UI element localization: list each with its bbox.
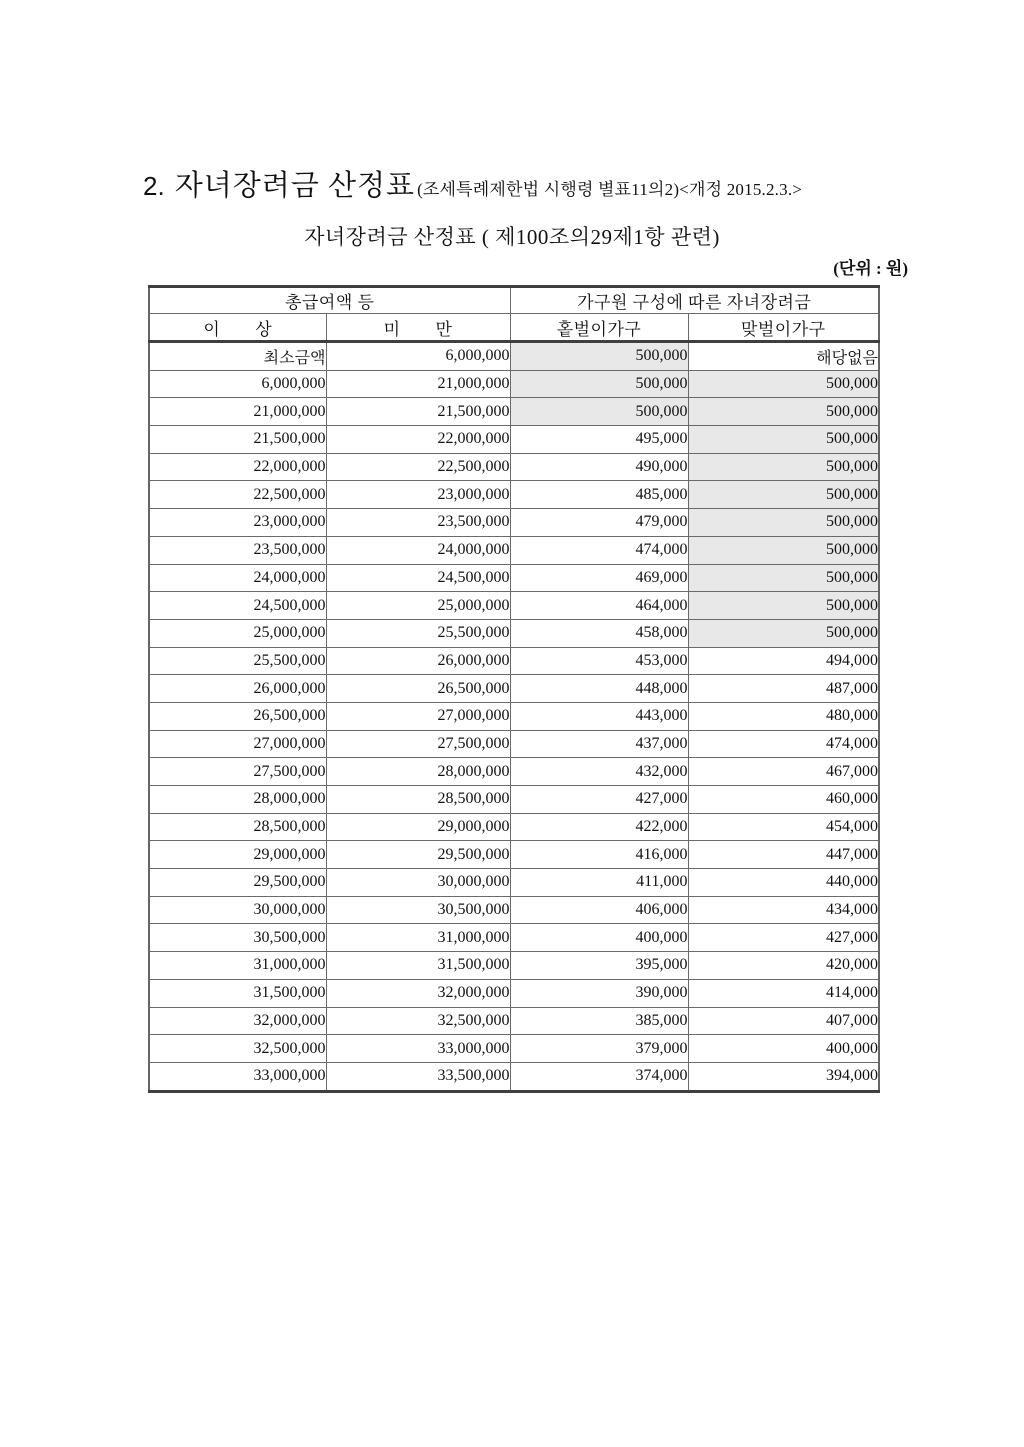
cell-single: 500,000 bbox=[510, 370, 688, 398]
cell-min: 21,000,000 bbox=[149, 398, 326, 426]
cell-max: 30,500,000 bbox=[326, 896, 510, 924]
cell-max: 28,500,000 bbox=[326, 786, 510, 814]
cell-single: 485,000 bbox=[510, 481, 688, 509]
cell-single: 427,000 bbox=[510, 786, 688, 814]
cell-single: 395,000 bbox=[510, 952, 688, 980]
table-row bbox=[149, 1062, 879, 1091]
col-header-min: 이 상 bbox=[149, 314, 326, 342]
cell-dual: 500,000 bbox=[688, 564, 879, 592]
cell-max: 22,000,000 bbox=[326, 426, 510, 454]
cell-single: 479,000 bbox=[510, 509, 688, 537]
cell-min: 24,000,000 bbox=[149, 564, 326, 592]
cell-max: 26,500,000 bbox=[326, 675, 510, 703]
cell-max: 24,500,000 bbox=[326, 564, 510, 592]
cell-single: 453,000 bbox=[510, 647, 688, 675]
table-row bbox=[149, 896, 879, 924]
cell-max: 27,000,000 bbox=[326, 702, 510, 730]
cell-min: 28,500,000 bbox=[149, 813, 326, 841]
child-benefit-table bbox=[148, 285, 880, 1093]
cell-dual: 494,000 bbox=[688, 647, 879, 675]
cell-max: 26,000,000 bbox=[326, 647, 510, 675]
cell-min: 22,500,000 bbox=[149, 481, 326, 509]
table-row bbox=[149, 453, 879, 481]
cell-single: 500,000 bbox=[510, 342, 688, 371]
cell-dual: 467,000 bbox=[688, 758, 879, 786]
cell-min: 32,000,000 bbox=[149, 1007, 326, 1035]
cell-dual: 427,000 bbox=[688, 924, 879, 952]
cell-min: 29,000,000 bbox=[149, 841, 326, 869]
cell-dual: 500,000 bbox=[688, 481, 879, 509]
cell-single: 416,000 bbox=[510, 841, 688, 869]
col-header-dual-earner: 맞벌이가구 bbox=[688, 314, 879, 342]
table-row bbox=[149, 869, 879, 897]
cell-dual: 500,000 bbox=[688, 592, 879, 620]
cell-max: 33,500,000 bbox=[326, 1062, 510, 1091]
table-row bbox=[149, 647, 879, 675]
cell-single: 374,000 bbox=[510, 1062, 688, 1091]
cell-min: 23,000,000 bbox=[149, 509, 326, 537]
group-header-income: 총급여액 등 bbox=[149, 287, 510, 314]
cell-max: 24,000,000 bbox=[326, 536, 510, 564]
cell-min: 28,000,000 bbox=[149, 786, 326, 814]
cell-min: 33,000,000 bbox=[149, 1062, 326, 1091]
cell-single: 390,000 bbox=[510, 979, 688, 1007]
cell-max: 21,500,000 bbox=[326, 398, 510, 426]
cell-single: 406,000 bbox=[510, 896, 688, 924]
cell-dual: 500,000 bbox=[688, 619, 879, 647]
cell-max: 33,000,000 bbox=[326, 1035, 510, 1063]
table-row bbox=[149, 370, 879, 398]
table-row bbox=[149, 952, 879, 980]
group-header-benefit: 가구원 구성에 따른 자녀장려금 bbox=[510, 287, 879, 314]
cell-dual: 434,000 bbox=[688, 896, 879, 924]
table-row bbox=[149, 1035, 879, 1063]
cell-single: 495,000 bbox=[510, 426, 688, 454]
cell-max: 23,500,000 bbox=[326, 509, 510, 537]
cell-dual: 해당없음 bbox=[688, 342, 879, 371]
cell-max: 31,500,000 bbox=[326, 952, 510, 980]
cell-dual: 440,000 bbox=[688, 869, 879, 897]
cell-min: 29,500,000 bbox=[149, 869, 326, 897]
table-row bbox=[149, 730, 879, 758]
cell-max: 22,500,000 bbox=[326, 453, 510, 481]
table-row bbox=[149, 702, 879, 730]
cell-dual: 420,000 bbox=[688, 952, 879, 980]
table-row bbox=[149, 592, 879, 620]
cell-max: 31,000,000 bbox=[326, 924, 510, 952]
cell-min: 32,500,000 bbox=[149, 1035, 326, 1063]
title-main: 자녀장려금 산정표 bbox=[174, 170, 416, 202]
cell-single: 464,000 bbox=[510, 592, 688, 620]
table-row bbox=[149, 398, 879, 426]
table-row bbox=[149, 786, 879, 814]
group-header-row bbox=[149, 287, 879, 314]
cell-min: 26,500,000 bbox=[149, 702, 326, 730]
table-row bbox=[149, 564, 879, 592]
cell-dual: 500,000 bbox=[688, 398, 879, 426]
cell-min: 31,500,000 bbox=[149, 979, 326, 1007]
cell-dual: 487,000 bbox=[688, 675, 879, 703]
cell-max: 25,000,000 bbox=[326, 592, 510, 620]
table-body bbox=[149, 342, 879, 1092]
cell-max: 25,500,000 bbox=[326, 619, 510, 647]
cell-single: 379,000 bbox=[510, 1035, 688, 1063]
cell-min: 24,500,000 bbox=[149, 592, 326, 620]
cell-max: 32,000,000 bbox=[326, 979, 510, 1007]
table-row bbox=[149, 813, 879, 841]
cell-dual: 500,000 bbox=[688, 370, 879, 398]
cell-min: 30,500,000 bbox=[149, 924, 326, 952]
cell-single: 458,000 bbox=[510, 619, 688, 647]
table-row bbox=[149, 509, 879, 537]
cell-dual: 414,000 bbox=[688, 979, 879, 1007]
cell-dual: 454,000 bbox=[688, 813, 879, 841]
table-row bbox=[149, 342, 879, 371]
cell-single: 400,000 bbox=[510, 924, 688, 952]
cell-min: 27,000,000 bbox=[149, 730, 326, 758]
cell-single: 411,000 bbox=[510, 869, 688, 897]
title-detail: (조세특례제한법 시행령 별표11의2)<개정 2015.2.3.> bbox=[417, 180, 803, 199]
table-row bbox=[149, 979, 879, 1007]
cell-max: 27,500,000 bbox=[326, 730, 510, 758]
table-row bbox=[149, 481, 879, 509]
cell-single: 443,000 bbox=[510, 702, 688, 730]
cell-max: 29,500,000 bbox=[326, 841, 510, 869]
cell-min: 31,000,000 bbox=[149, 952, 326, 980]
cell-min: 27,500,000 bbox=[149, 758, 326, 786]
table-row bbox=[149, 675, 879, 703]
cell-dual: 394,000 bbox=[688, 1062, 879, 1091]
cell-single: 448,000 bbox=[510, 675, 688, 703]
table-subtitle: 자녀장려금 산정표 ( 제100조의29제1항 관련) bbox=[304, 225, 720, 249]
table-row bbox=[149, 426, 879, 454]
cell-dual: 500,000 bbox=[688, 426, 879, 454]
table-row bbox=[149, 1007, 879, 1035]
cell-min: 25,500,000 bbox=[149, 647, 326, 675]
cell-single: 474,000 bbox=[510, 536, 688, 564]
cell-single: 490,000 bbox=[510, 453, 688, 481]
cell-dual: 500,000 bbox=[688, 453, 879, 481]
col-header-max: 미 만 bbox=[326, 314, 510, 342]
table-row bbox=[149, 841, 879, 869]
cell-max: 23,000,000 bbox=[326, 481, 510, 509]
table-header bbox=[149, 287, 879, 342]
cell-dual: 460,000 bbox=[688, 786, 879, 814]
cell-single: 437,000 bbox=[510, 730, 688, 758]
cell-max: 30,000,000 bbox=[326, 869, 510, 897]
cell-single: 432,000 bbox=[510, 758, 688, 786]
cell-min: 25,000,000 bbox=[149, 619, 326, 647]
cell-min: 30,000,000 bbox=[149, 896, 326, 924]
unit-label: (단위 : 원) bbox=[833, 259, 908, 278]
table-row bbox=[149, 924, 879, 952]
cell-single: 500,000 bbox=[510, 398, 688, 426]
page-title bbox=[143, 163, 802, 204]
cell-max: 32,500,000 bbox=[326, 1007, 510, 1035]
cell-max: 21,000,000 bbox=[326, 370, 510, 398]
table-row bbox=[149, 619, 879, 647]
title-number: 2. bbox=[143, 171, 165, 201]
cell-dual: 400,000 bbox=[688, 1035, 879, 1063]
cell-min: 21,500,000 bbox=[149, 426, 326, 454]
cell-dual: 474,000 bbox=[688, 730, 879, 758]
cell-min: 22,000,000 bbox=[149, 453, 326, 481]
cell-max: 29,000,000 bbox=[326, 813, 510, 841]
cell-max: 28,000,000 bbox=[326, 758, 510, 786]
cell-max: 6,000,000 bbox=[326, 342, 510, 371]
col-header-single-earner: 홑벌이가구 bbox=[510, 314, 688, 342]
cell-min: 최소금액 bbox=[149, 342, 326, 371]
cell-dual: 407,000 bbox=[688, 1007, 879, 1035]
cell-dual: 447,000 bbox=[688, 841, 879, 869]
cell-min: 23,500,000 bbox=[149, 536, 326, 564]
cell-single: 469,000 bbox=[510, 564, 688, 592]
cell-min: 6,000,000 bbox=[149, 370, 326, 398]
cell-single: 385,000 bbox=[510, 1007, 688, 1035]
cell-dual: 500,000 bbox=[688, 509, 879, 537]
table-row bbox=[149, 536, 879, 564]
column-header-row bbox=[149, 314, 879, 342]
cell-dual: 480,000 bbox=[688, 702, 879, 730]
table-row bbox=[149, 758, 879, 786]
cell-single: 422,000 bbox=[510, 813, 688, 841]
cell-dual: 500,000 bbox=[688, 536, 879, 564]
cell-min: 26,000,000 bbox=[149, 675, 326, 703]
